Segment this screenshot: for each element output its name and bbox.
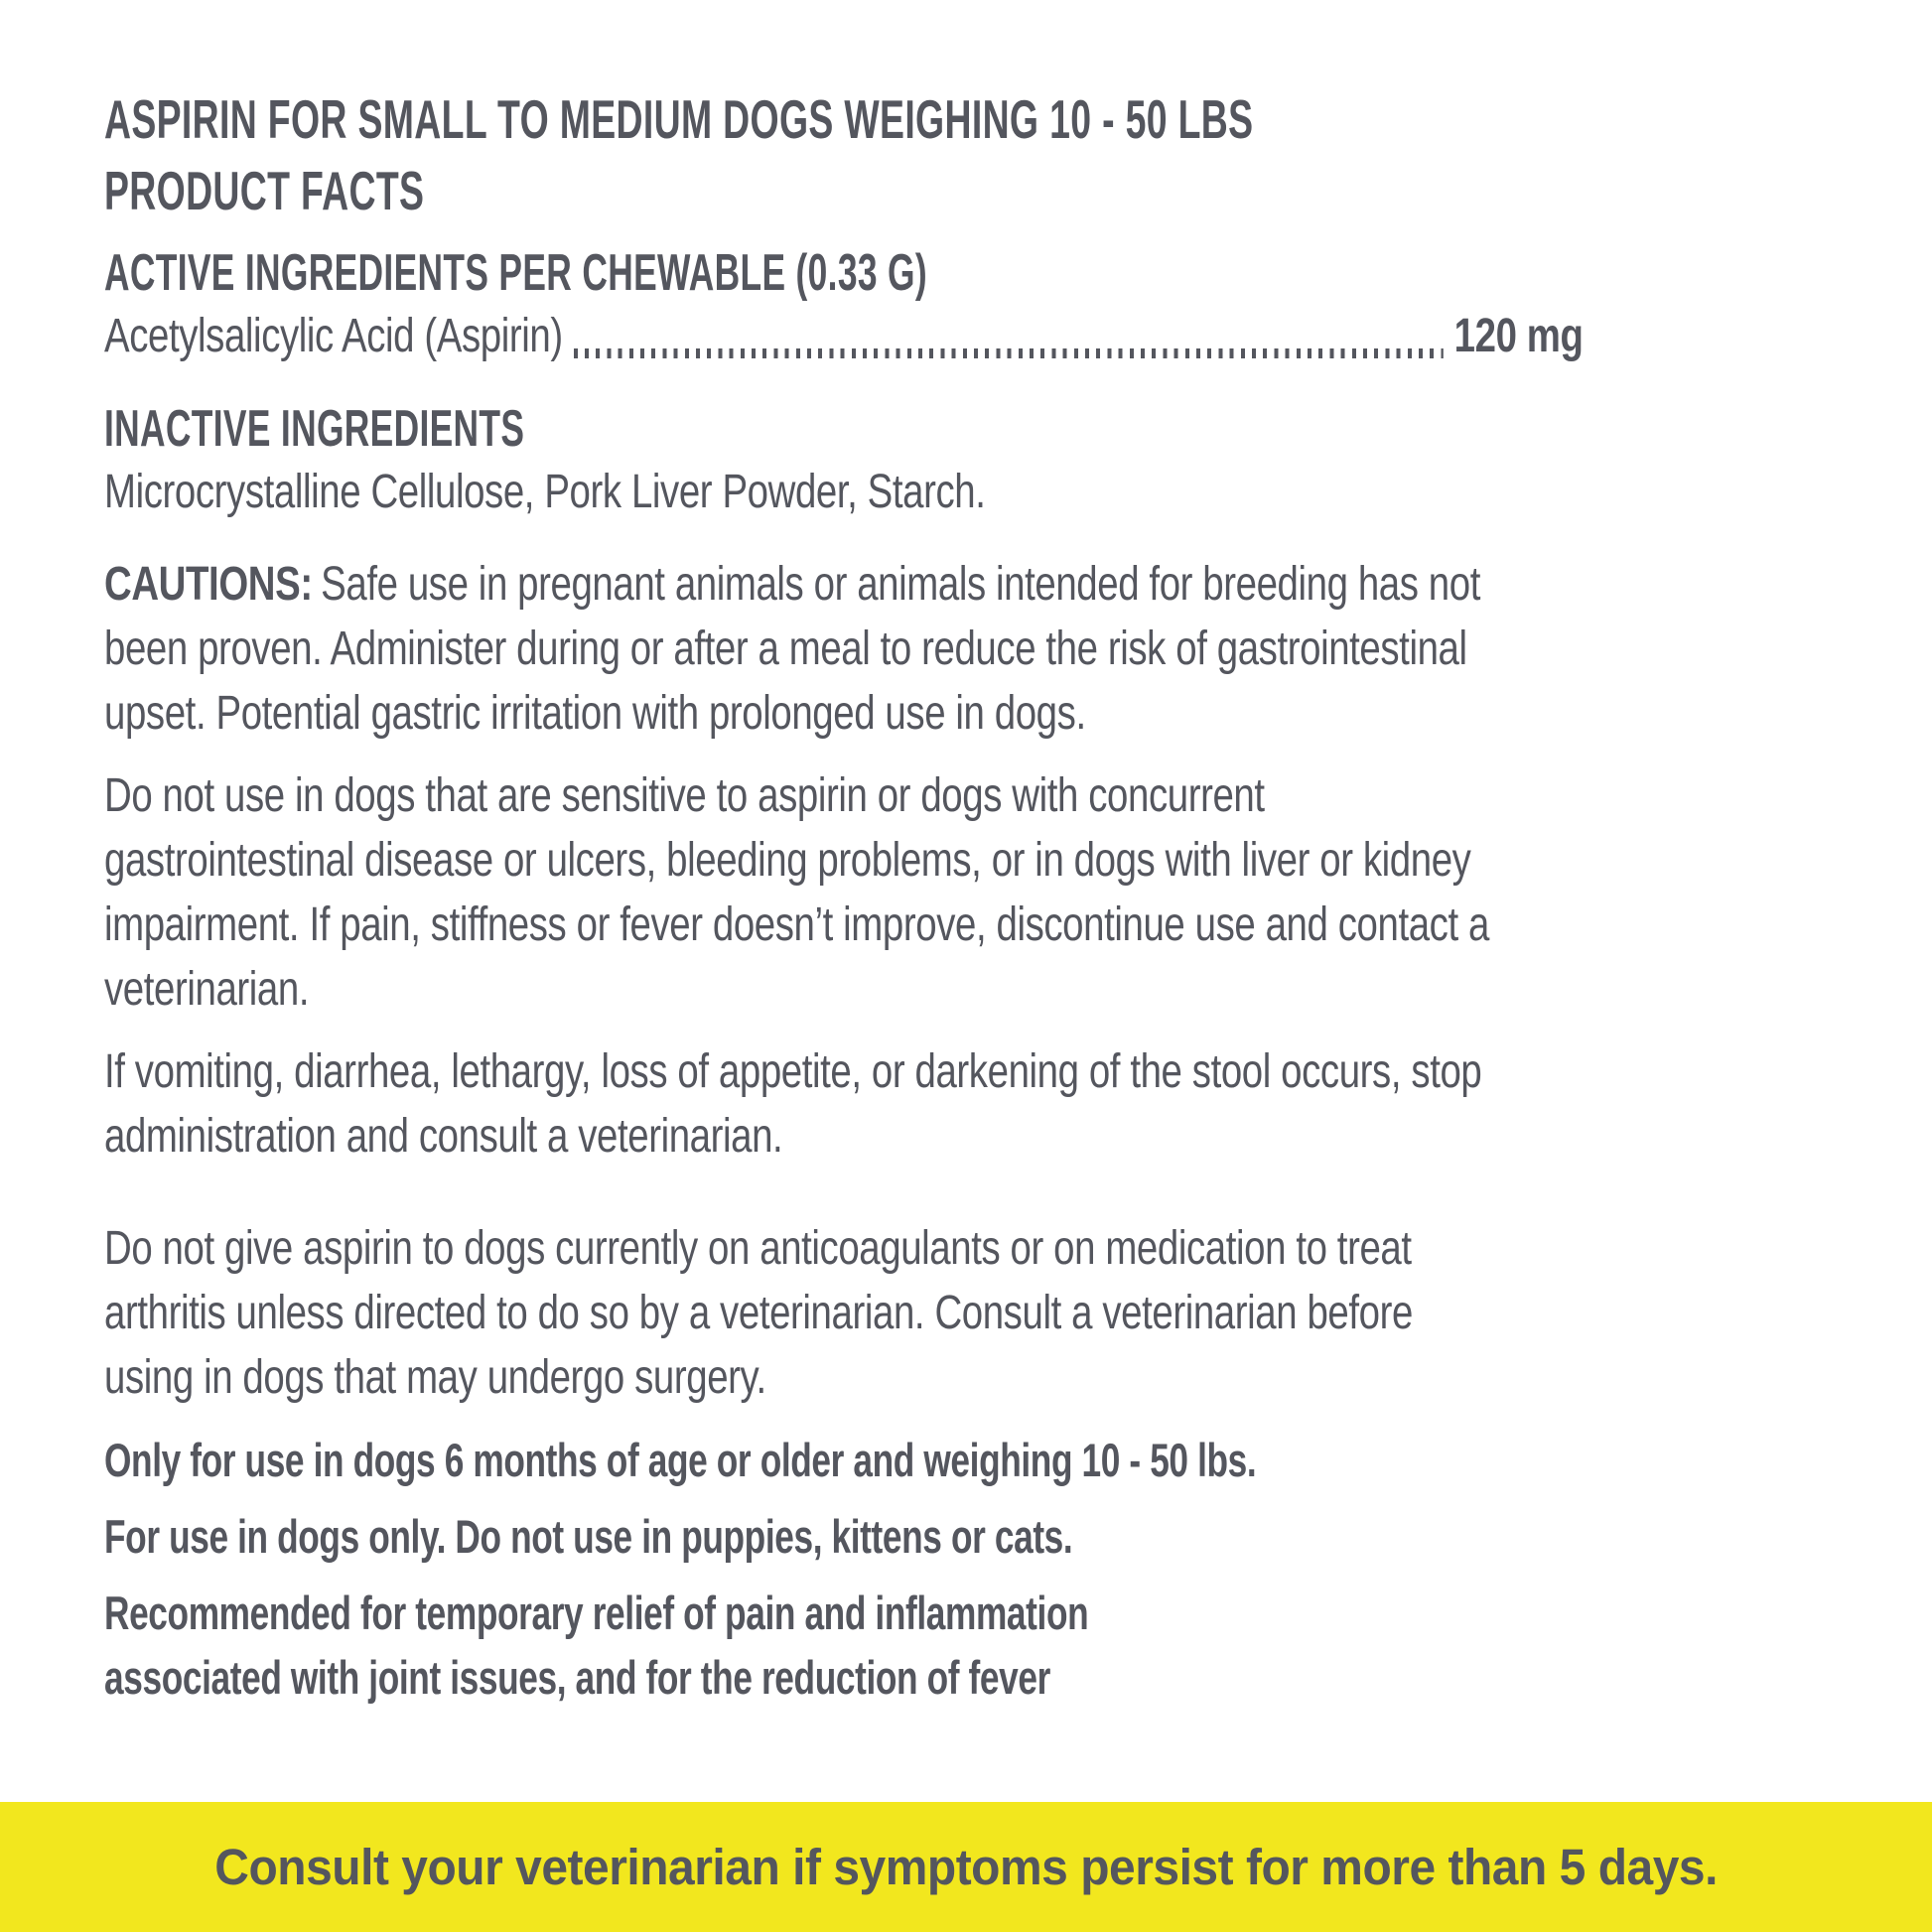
- product-title-line1: ASPIRIN FOR SMALL TO MEDIUM DOGS WEIGHING 10 - 50 LBS: [104, 88, 1254, 150]
- veterinarian-banner: [0, 1802, 1932, 1932]
- inactive-ingredients-list: Microcrystalline Cellulose, Pork Liver Powder, Starch.: [104, 466, 986, 518]
- dogs-only-statement: For use in dogs only. Do not use in puppies, kittens or cats.: [104, 1510, 1073, 1563]
- side-effects-warning-paragraph: If vomiting, diarrhea, lethargy, loss of appetite, or darkening of the stool occurs, stop administration and consult a veterinarian.: [104, 1045, 1482, 1163]
- active-ingredient-name: Acetylsalicylic Acid (Aspirin): [104, 310, 563, 362]
- cautions-text: Safe use in pregnant animals or animals intended for breeding has not been proven. Administer during or after a meal to reduce the risk of gastrointestinal upset. Potential gastric irritation with prolonged use in dogs.: [104, 558, 1480, 740]
- cautions-label: CAUTIONS:: [104, 558, 313, 611]
- cautions-paragraph: [104, 552, 1502, 746]
- active-ingredients-heading: ACTIVE INGREDIENTS PER CHEWABLE (0.33 G): [104, 244, 927, 302]
- age-weight-statement: Only for use in dogs 6 months of age or older and weighing 10 - 50 lbs.: [104, 1434, 1257, 1486]
- dotted-leader: [574, 348, 1444, 358]
- veterinarian-banner-text: Consult your veterinarian if symptoms persist for more than 5 days.: [214, 1839, 1718, 1895]
- anticoagulant-warning-paragraph: Do not give aspirin to dogs currently on anticoagulants or on medication to treat arthritis unless directed to do so by a veterinarian. Consult a veterinarian before using in dogs that may undergo surgery.: [104, 1222, 1413, 1404]
- label-content: [104, 83, 1932, 1722]
- recommended-use-statement: Recommended for temporary relief of pain and inflammation associated with joint issues, and for the reduction of fever: [104, 1587, 1089, 1704]
- sensitivity-warning-paragraph: Do not use in dogs that are sensitive to aspirin or dogs with concurrent gastrointestinal disease or ulcers, bleeding problems, or in dogs with liver or kidney impairment. If pain, stiffness or fever doesn’t improve, discontinue use and contact a veterinarian.: [104, 769, 1489, 1016]
- inactive-ingredients-heading: INACTIVE INGREDIENTS: [104, 400, 525, 458]
- product-title-line2: PRODUCT FACTS: [104, 160, 425, 221]
- active-ingredient-amount: 120 mg: [1453, 310, 1584, 362]
- active-ingredient-row: [104, 304, 1584, 368]
